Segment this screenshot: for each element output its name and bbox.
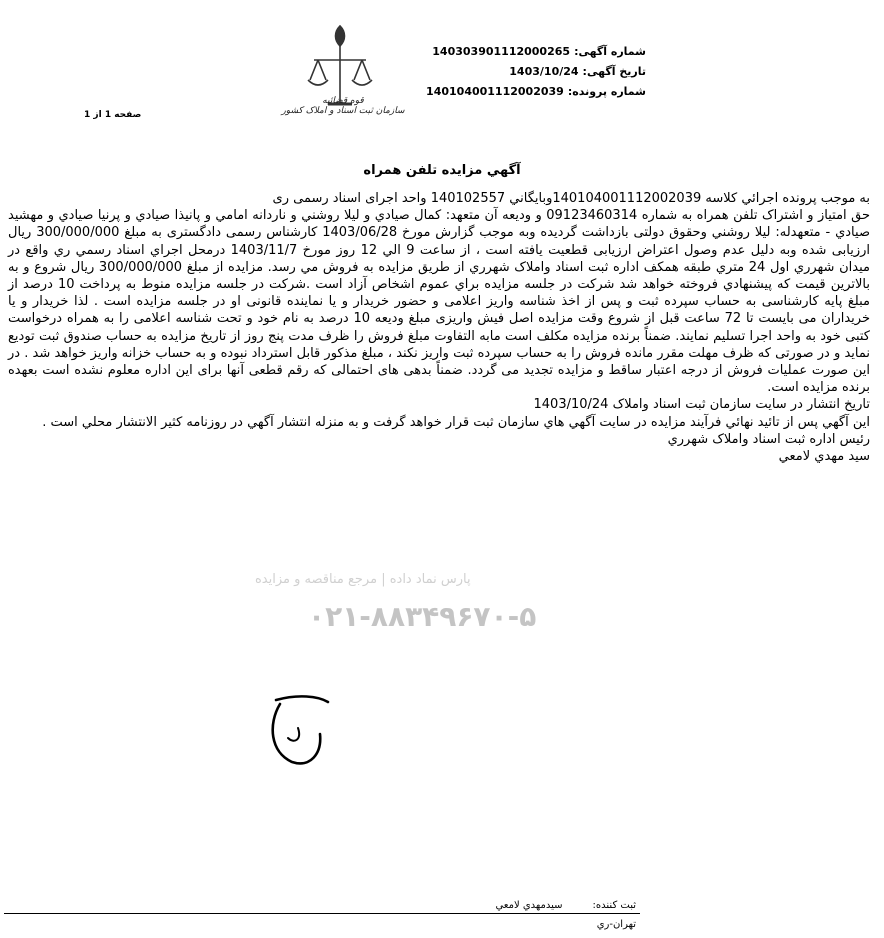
paragraph-publication-note: اين آگهي پس از تائيد نهائي فرآيند مزايده در سايت آگهي هاي سازمان ثبت قرار خواهد گرفت و به منزله انتشار آگهي در روزنامه کثير الانتشار محلي است . xyxy=(42,414,870,430)
paragraph-main: حق امتیاز و اشتراک تلفن همراه به شماره 09123460314 و ودیعه آن متعهد: کمال صيادي و ليلا روشني و ناردانه امامي و پانيذا صيادي و پرنيا صيادي و مهشيد صيادي - متعهدله: ليلا روشني وحقوق دولتی بازداشت گرديده وبه موجب گزارش مورخ 1403/06/28 کارشناس رسمی دادگستری به مبلغ 300/000/000 ريال ارزيابی شده وبه دليل عدم وصول اعتراض ارزيابی قطعيت يافته است ، از ساعت 9 الي 12 روز مورخ 1403/11/7 درمحل اجراي اسناد رسمي ري واقع در ميدان شهرري اول 24 متري طبقه همکف اداره ثبت اسناد واملاک شهرري از طريق مزايده به فروش مي رسد. مزايده از مبلغ 300/000/000 ريال شروع و به بالاترين قيمت که پيشنهادي فروخته خواهد شد شرکت در جلسه مزايده براي عموم اشخاص آزاد است .شرکت در جلسه مزايده منوط به پرداخت 10 درصد از مبلغ پايه کارشناسی به حساب سپرده ثبت و پس از اخذ شناسه واريز اعلامی و حضور خريدار و يا نماينده قانونی او در جلسه مزايده است . لذا خريدار و يا خريداران می بايست تا 72 ساعت قبل از شروع وقت مزايده اصل فيش واريزی مبلغ وديعه 10 درصد به نام خود و تحت شناسه اعلامی را به همراه درخواست کتبی خود به واحد اجرا تسليم نمايند. ضمناً برنده مزايده مکلف است مابه التفاوت مبلغ فروش را ظرف مدت پنج روز از تاريخ مزايده به حساب صندوق ثبت توديع نمايد و در صورتی که ظرف مهلت مقرر مانده فروش را به حساب سپرده ثبت واريز نکند ، مبلغ مذکور قابل استرداد نبوده و به حساب خزانه واريز خواهد شد . در اين صورت عمليات فروش از درجه اعتبار ساقط و مزايده تجديد می گردد. ضمناً بدهی های احتمالی که رقم قطعی آنها برای اين اداره معلوم نشده است بعهده برنده مزايده است. xyxy=(8,208,870,396)
document-body xyxy=(8,190,870,465)
notice-number: 140303901112000265 xyxy=(432,45,571,58)
registrar-label: ثبت کننده: xyxy=(592,900,636,911)
notice-number-label: شماره آگهی: xyxy=(574,45,646,58)
paragraph-publish-date: تاريخ انتشار در سايت سازمان ثبت اسناد واملاک 1403/10/24 xyxy=(533,397,870,413)
footer-divider xyxy=(4,913,640,914)
notice-number-row xyxy=(396,42,646,62)
paragraph-signer-name: سيد مهدي لامعي xyxy=(778,449,870,465)
file-number-label: شماره پرونده: xyxy=(567,85,646,98)
paragraph-office-head: رئيس اداره ثبت اسناد واملاک شهرري xyxy=(667,431,870,447)
footer xyxy=(495,896,636,934)
watermark-phone: ۰۲۱-۸۸۳۴۹۶۷۰-۵ xyxy=(308,600,537,633)
file-number-row xyxy=(396,82,646,102)
watermark-site-text: پارس نماد داده | مرجع مناقصه و مزایده xyxy=(255,572,471,587)
document-title: آگهي مزايده تلفن همراه xyxy=(363,163,521,178)
notice-date-label: تاریخ آگهی: xyxy=(582,65,646,78)
registrar-name: سيدمهدي لامعي xyxy=(495,900,563,911)
emblem-caption-line1: قوه قضائیه xyxy=(322,96,364,106)
location-label: تهران-ري xyxy=(596,919,636,930)
page-label: صفحه 1 از 1 xyxy=(84,110,142,120)
notice-date-row xyxy=(396,62,646,82)
emblem-caption-line2: سازمان ثبت اسناد و املاک کشور xyxy=(281,106,405,116)
signature-mark xyxy=(258,690,348,770)
emblem-caption xyxy=(278,96,408,116)
notice-header xyxy=(396,42,646,102)
file-number: 140104001112002039 xyxy=(426,85,564,98)
paragraph-intro: به موجب پرونده اجرائي کلاسه 140104001112002039وبايگاني 140102557 واحد اجرای اسناد رسمی ری xyxy=(272,191,870,206)
notice-date: 1403/10/24 xyxy=(509,65,579,78)
